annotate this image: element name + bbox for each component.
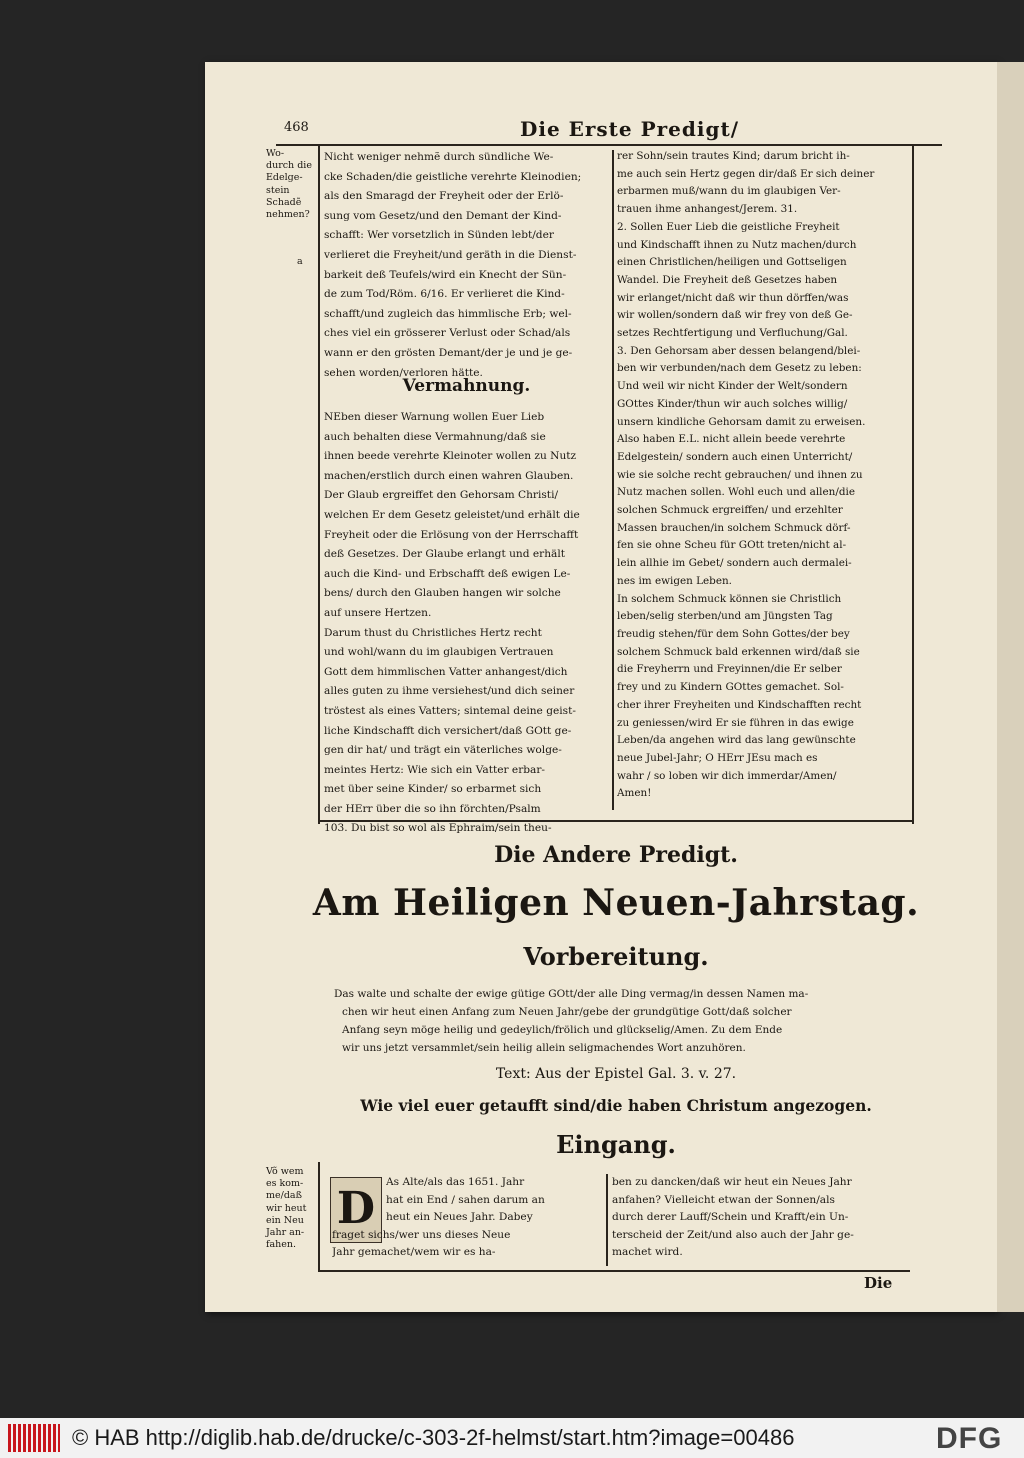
header-rule xyxy=(276,144,942,146)
text-line: als den Smaragd der Freyheit oder der Erlö- xyxy=(324,190,564,203)
margin-note-line: me/daß xyxy=(266,1190,302,1202)
text-line: schafft: Wer vorsetzlich in Sünden lebt/der xyxy=(324,229,554,242)
section-heading-vermahnung: Vermahnung. xyxy=(402,376,531,396)
text-line: Amen! xyxy=(617,787,652,800)
scripture-quote: Wie viel euer getaufft sind/die haben Christum angezogen. xyxy=(360,1096,872,1115)
hab-logo-icon xyxy=(8,1424,60,1452)
intro-right-column xyxy=(612,1174,908,1262)
text-line: wir erlanget/nicht daß wir thun dörffen/was xyxy=(617,291,849,304)
margin-frame-bottom-left xyxy=(318,1162,320,1272)
text-line: nes im ewigen Leben. xyxy=(617,574,732,587)
margin-note-line: Edelge- xyxy=(266,172,303,184)
text-line: leben/selig sterben/und am Jüngsten Tag xyxy=(617,610,833,623)
text-line: lein allhie im Gebet/ sondern auch dermalei- xyxy=(617,557,852,570)
text-line: chen wir heut einen Anfang zum Neuen Jahr/gebe der grundgütige Gott/daß solcher xyxy=(342,1006,792,1018)
text-line: gen dir hat/ und trägt ein väterliches wolge- xyxy=(324,744,562,757)
second-sermon-title: Die Andere Predigt. xyxy=(494,842,738,868)
text-line: auch behalten diese Vermahnung/daß sie xyxy=(324,430,546,443)
text-line: met über seine Kinder/ so erbarmet sich xyxy=(324,783,542,796)
text-line: zu geniessen/wird Er sie führen in das ewige xyxy=(617,716,854,729)
margin-note-line: wir heut xyxy=(266,1202,307,1214)
text-line: Nutz machen sollen. Wohl euch und allen/die xyxy=(617,486,855,499)
text-line: Nicht weniger nehmẽ durch sündliche We- xyxy=(324,151,554,163)
text-line: meintes Hertz: Wie sich ein Vatter erbar- xyxy=(324,763,546,776)
text-line: wahr / so loben wir dich immerdar/Amen/ xyxy=(617,769,837,782)
text-line: freudig stehen/für dem Sohn Gottes/der bey xyxy=(617,627,850,640)
text-line: Darum thust du Christliches Hertz recht xyxy=(324,626,542,639)
text-line: ben wir verbunden/nach dem Gesetz zu leben: xyxy=(617,362,862,375)
text-line: machen/erstlich durch einen wahren Glauben. xyxy=(324,469,574,482)
preparation-text xyxy=(334,985,904,1057)
text-line: wir wollen/sondern daß wir frey von deß Ge- xyxy=(617,309,853,322)
text-line: GOttes Kinder/thun wir auch solches willig/ xyxy=(617,397,848,410)
text-line: As Alte/als das 1651. Jahr xyxy=(386,1176,525,1188)
text-line: machet wird. xyxy=(612,1246,683,1258)
text-line: wie sie solche recht gebrauchen/ und ihnen zu xyxy=(617,468,863,481)
facing-page-edge xyxy=(997,62,1024,1312)
text-line: Also haben E.L. nicht allein beede verehrte xyxy=(617,433,846,446)
text-line: Edelgestein/ sondern auch einen Unterricht/ xyxy=(617,450,853,463)
text-line: Massen brauchen/in solchem Schmuck dörf- xyxy=(617,521,851,534)
text-line: schafft/und zugleich das himmlische Erb; wel- xyxy=(324,307,572,320)
text-line: bens/ durch den Glauben hangen wir solche xyxy=(324,587,561,600)
margin-note-line: es kom- xyxy=(266,1178,304,1190)
margin-note-bottom xyxy=(266,1166,316,1251)
text-line: cher ihrer Freyheiten und Kindschafften recht xyxy=(617,698,862,711)
text-line: der HErr über die so ihn förchten/Psalm xyxy=(324,802,541,815)
text-line: cke Schaden/die geistliche verehrte Kleinodien; xyxy=(324,170,582,183)
margin-note-line: nehmen? xyxy=(266,209,310,221)
margin-note-line: durch die xyxy=(266,160,312,172)
right-column xyxy=(617,148,909,803)
text-line: Der Glaub ergreiffet den Gehorsam Christi/ xyxy=(324,489,559,502)
text-line: ches viel ein grösserer Verlust oder Schad/als xyxy=(324,327,571,340)
text-line: hat ein End / sahen darum an xyxy=(386,1193,545,1206)
text-line: tröstest als eines Vatters; sintemal deine geist- xyxy=(324,704,576,717)
text-line: einen Christlichen/heiligen und Gottseligen xyxy=(617,256,847,269)
text-line: ben zu dancken/daß wir heut ein Neues Jahr xyxy=(612,1176,852,1188)
text-line: 3. Den Gehorsam aber dessen belangend/blei- xyxy=(617,344,861,357)
preparation-heading: Vorbereitung. xyxy=(523,942,709,971)
text-line: Anfang seyn möge heilig und gedeylich/frölich und glückselig/Amen. Zu dem Ende xyxy=(342,1024,783,1036)
text-line: trauen ihme anhangest/Jerem. 31. xyxy=(617,203,798,216)
text-line: sehen worden/verloren hätte. xyxy=(324,366,483,379)
text-line: neue Jubel-Jahr; O HErr JEsu mach es xyxy=(617,751,818,764)
margin-note-line: ein Neu xyxy=(266,1214,304,1226)
text-line: Das walte und schalte der ewige gütige GOtt/der alle Ding vermag/in dessen Namen ma- xyxy=(334,988,809,1000)
text-line: welchen Er dem Gesetz geleistet/und erhält die xyxy=(324,508,580,521)
dfg-logo: DFG xyxy=(936,1422,1003,1455)
text-line: verlieret die Freyheit/und geräth in die Dienst- xyxy=(324,248,577,261)
text-line: 103. Du bist so wol als Ephraim/sein theu- xyxy=(324,822,552,835)
text-line: sung vom Gesetz/und den Demant der Kind- xyxy=(324,209,562,222)
text-line: setzes Rechtfertigung und Verfluchung/Gal. xyxy=(617,327,848,340)
text-line: Und weil wir nicht Kinder der Welt/sondern xyxy=(617,380,848,393)
text-line: liche Kindschafft dich versichert/daß GOtt ge- xyxy=(324,724,572,737)
text-line: unsern kindliche Gehorsam damit zu erweisen. xyxy=(617,415,866,428)
margin-frame-left xyxy=(318,144,320,824)
margin-mark: a xyxy=(297,256,303,267)
holiday-title: Am Heiligen Neuen-Jahrstag. xyxy=(312,882,920,924)
text-line: de zum Tod/Röm. 6/16. Er verlieret die Kind- xyxy=(324,288,565,301)
margin-note-line: Wo- xyxy=(266,148,285,159)
text-line: rer Sohn/sein trautes Kind; darum bricht ih- xyxy=(617,150,850,162)
text-line: Gott dem himmlischen Vatter anhangest/dich xyxy=(324,665,568,678)
running-title: Die Erste Predigt/ xyxy=(520,117,740,141)
text-line: auf unsere Hertzen. xyxy=(324,606,432,619)
text-line: und Kindschafft ihnen zu Nutz machen/durch xyxy=(617,238,857,251)
catchword: Die xyxy=(864,1274,893,1292)
margin-note-top xyxy=(266,148,316,221)
margin-note-line: stein xyxy=(266,184,290,196)
margin-note-line: Jahr an- xyxy=(266,1227,305,1239)
text-line: erbarmen muß/wann du im glaubigen Ver- xyxy=(617,185,841,198)
text-line: die Freyherrn und Freyinnen/die Er selber xyxy=(617,663,842,676)
text-line: Wandel. Die Freyheit deß Gesetzes haben xyxy=(617,273,838,286)
text-line: auch die Kind- und Erbschafft deß ewigen Le- xyxy=(324,567,571,580)
margin-note-line: Võ wem xyxy=(266,1166,304,1177)
text-line: fen sie ohne Scheu für GOtt treten/nicht al- xyxy=(617,539,847,552)
page-number: 468 xyxy=(284,120,309,135)
intro-heading: Eingang. xyxy=(556,1130,676,1159)
intro-left-column xyxy=(332,1174,608,1262)
text-line: und wohl/wann du im glaubigen Vertrauen xyxy=(324,646,554,659)
margin-note-line: Schadẽ xyxy=(266,196,302,208)
text-line: barkeit deß Teufels/wird ein Knecht der Sün- xyxy=(324,268,567,281)
text-line: alles guten zu ihme versiehest/und dich seiner xyxy=(324,685,575,698)
text-line: Leben/da angehen wird das lang gewünschte xyxy=(617,734,856,747)
text-line: deß Gesetzes. Der Glaube erlangt und erhält xyxy=(324,548,565,561)
column-divider xyxy=(612,150,614,810)
text-line: frey und zu Kindern GOttes gemachet. Sol- xyxy=(617,681,844,694)
intro-column-divider xyxy=(606,1174,608,1266)
text-line: In solchem Schmuck können sie Christlich xyxy=(617,592,842,605)
text-line: durch derer Lauff/Schein und Krafft/ein Un- xyxy=(612,1211,849,1223)
text-line: ihnen beede verehrte Kleinoter wollen zu Nutz xyxy=(324,450,577,463)
scripture-reference: Text: Aus der Epistel Gal. 3. v. 27. xyxy=(495,1066,737,1082)
footer-source-link[interactable]: © HAB http://diglib.hab.de/drucke/c-303-2f-helmst/start.htm?image=00486 xyxy=(72,1425,795,1450)
column-frame-right xyxy=(912,144,914,824)
left-column xyxy=(324,148,609,383)
bottom-rule xyxy=(320,1270,910,1272)
text-line: Jahr gemachet/wem wir es ha- xyxy=(332,1246,496,1258)
text-line: terscheid der Zeit/und also auch der Jahr ge- xyxy=(612,1228,854,1241)
text-line: NEben dieser Warnung wollen Euer Lieb xyxy=(324,411,545,423)
text-line: fraget sichs/wer uns dieses Neue xyxy=(332,1228,511,1241)
text-line: 2. Sollen Euer Lieb die geistliche Freyheit xyxy=(617,220,840,233)
text-line: solchem Schmuck bald erkennen wird/daß sie xyxy=(617,645,860,658)
decorated-initial: D xyxy=(330,1177,382,1243)
text-line: solchen Schmuck ergreiffen/ und erzehlter xyxy=(617,504,843,517)
text-line: heut ein Neues Jahr. Dabey xyxy=(386,1211,533,1223)
text-line: wir uns jetzt versammlet/sein heilig allein seligmachendes Wort anzuhören. xyxy=(342,1042,746,1054)
left-column-continued xyxy=(324,408,609,839)
text-line: anfahen? Vielleicht etwan der Sonnen/als xyxy=(612,1193,835,1206)
text-line: wann er den grösten Demant/der je und je ge- xyxy=(324,346,573,359)
margin-note-line: fahen. xyxy=(266,1239,297,1251)
text-line: Freyheit oder die Erlösung von der Herrschafft xyxy=(324,528,579,541)
text-line: me auch sein Hertz gegen dir/daß Er sich deiner xyxy=(617,167,875,180)
